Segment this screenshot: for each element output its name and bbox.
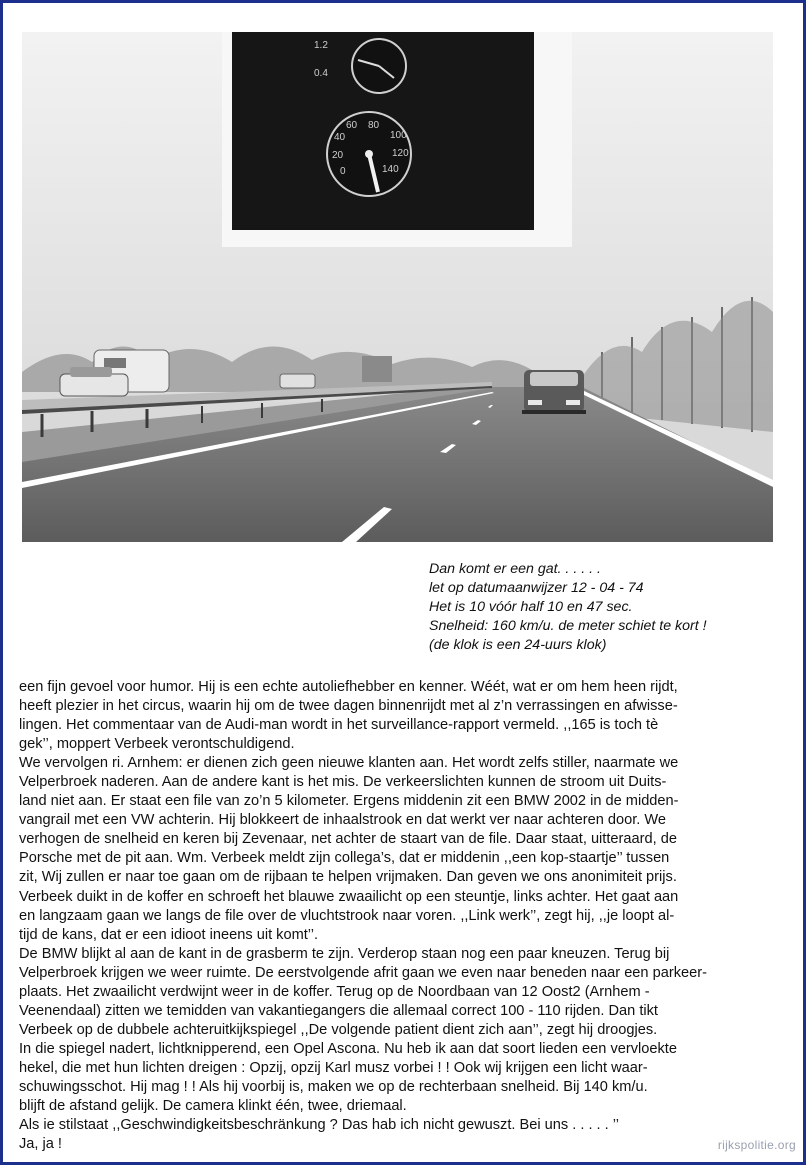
body-line: zit, Wij zullen er naar toe gaan om de rijbaan te helpen vrijmaken. Dan geven we ons anonimiteit prijs. <box>19 869 677 886</box>
body-line: schuwingsschot. Hij mag ! ! Als hij voorbij is, maken we op de rechterbaan snelheid. Bij 140 km/u. <box>19 1078 648 1095</box>
highway-photo-drawing <box>22 32 773 542</box>
caption-line: (de klok is een 24-uurs klok) <box>429 637 607 653</box>
body-line: lingen. Het commentaar van de Audi-man wordt in het surveillance-rapport vermeld. ,,165 is toch tè <box>19 717 659 734</box>
speed-tick-label: 0 <box>340 166 346 177</box>
body-line: Velperbroek krijgen we weer ruimte. De eerstvolgende afrit gaan we even naar beneden naar een parkeer- <box>19 964 707 981</box>
body-line: land niet aan. Er staat een file van zo’n 5 kilometer. Ergens middenin zit een BMW 2002 in de midden- <box>19 793 679 810</box>
speed-tick-label: 140 <box>382 164 399 175</box>
body-line: Velperbroek naderen. Aan de andere kant is het mis. De verkeerslichten kunnen de stroom uit Duits- <box>19 774 667 791</box>
site-watermark: rijkspolitie.org <box>717 1138 796 1152</box>
gauge-label-upper: 0.4 <box>314 68 328 79</box>
article-body <box>19 678 785 1154</box>
speed-tick-label: 120 <box>392 148 409 159</box>
body-line: en langzaam gaan we langs de file over de vluchtstrook naar voren. ,,Link werk’’, zegt hij, ,,je loopt al- <box>19 907 675 924</box>
body-line: hekel, die met hun lichten dreigen : Opzij, opzij Karl musz vorbei ! ! Ook wij krijgen een licht waar- <box>19 1059 648 1076</box>
caption-line: let op datumaanwijzer 12 - 04 - 74 <box>429 580 644 596</box>
speed-tick-label: 40 <box>334 132 346 143</box>
truck-distant <box>362 356 392 382</box>
body-line: Als ie stilstaat ,,Geschwindigkeitsbeschränkung ? Das hab ich nicht gewuszt. Bei uns . . . . . ’’ <box>19 1117 619 1134</box>
caption-line: Snelheid: 160 km/u. de meter schiet te kort ! <box>429 618 707 634</box>
body-line: Verbeek op de dubbele achteruitkijkspiegel ,,De volgende patient dient zich aan’’, zegt hij droogjes. <box>19 1021 658 1038</box>
caption-line: Dan komt er een gat. . . . . . <box>429 561 601 577</box>
highway-photo <box>22 32 773 542</box>
speed-tick-label: 60 <box>346 120 358 131</box>
body-line: verhogen de snelheid en keren bij Zevenaar, net achter de staart van de file. Daar staat, uitteraard, de <box>19 831 677 848</box>
body-line: Ja, ja ! <box>19 1136 62 1153</box>
speed-tick-label: 20 <box>332 150 344 161</box>
body-line: vangrail met een VW achterin. Hij blokkeert de inhaalstrook en dat werkt ver naar achteren door. We <box>19 812 667 829</box>
body-line: De BMW blijkt al aan de kant in de grasberm te zijn. Verderop staan nog een paar kneuzen. Terug bij <box>19 945 670 962</box>
body-line: Verbeek duikt in de koffer en schroeft het blauwe zwaailicht op een steuntje, links achter. Het gaat aan <box>19 888 679 905</box>
body-line: blijft de afstand gelijk. De camera klinkt één, twee, driemaal. <box>19 1098 407 1115</box>
body-line: Porsche met de pit aan. Wm. Verbeek meldt zijn collega’s, dat er middenin ,,een kop-staartje’’ tussen <box>19 850 670 867</box>
gauge-label-upper: 1.2 <box>314 40 328 51</box>
caption-line: Het is 10 vóór half 10 en 47 sec. <box>429 599 633 615</box>
body-line: een fijn gevoel voor humor. Hij is een echte autoliefhebber en kenner. Wéét, wat er om hem heen rijdt, <box>19 679 678 695</box>
body-line: In die spiegel nadert, lichtknipperend, een Opel Ascona. Nu heb ik aan dat soort lieden een vervloekte <box>19 1040 677 1057</box>
photo-caption <box>429 560 789 655</box>
speed-tick-label: 100 <box>390 130 407 141</box>
body-line: tijd de kans, dat er een idioot ineens uit komt’’. <box>19 926 319 943</box>
body-line: heeft plezier in het circus, waarin hij om de twee dagen binnenrijdt met al z’n verrassingen en afwisse- <box>19 698 678 715</box>
body-line: We vervolgen ri. Arnhem: er dienen zich geen nieuwe klanten aan. Het wordt zelfs stiller, naarmate we <box>19 755 679 772</box>
car-distant <box>280 374 315 388</box>
body-line: Veenendaal) zitten we temidden van vakantiegangers die allemaal correct 100 - 110 rijden. Dan tikt <box>19 1002 658 1019</box>
car-ahead <box>522 370 586 414</box>
body-line: plaats. Het zwaailicht verdwijnt weer in de koffer. Terug op de Noordbaan van 12 Oost2 (Arnhem - <box>19 983 650 1000</box>
speed-tick-label: 80 <box>368 120 380 131</box>
body-line: gek’’, moppert Verbeek verontschuldigend. <box>19 736 295 753</box>
